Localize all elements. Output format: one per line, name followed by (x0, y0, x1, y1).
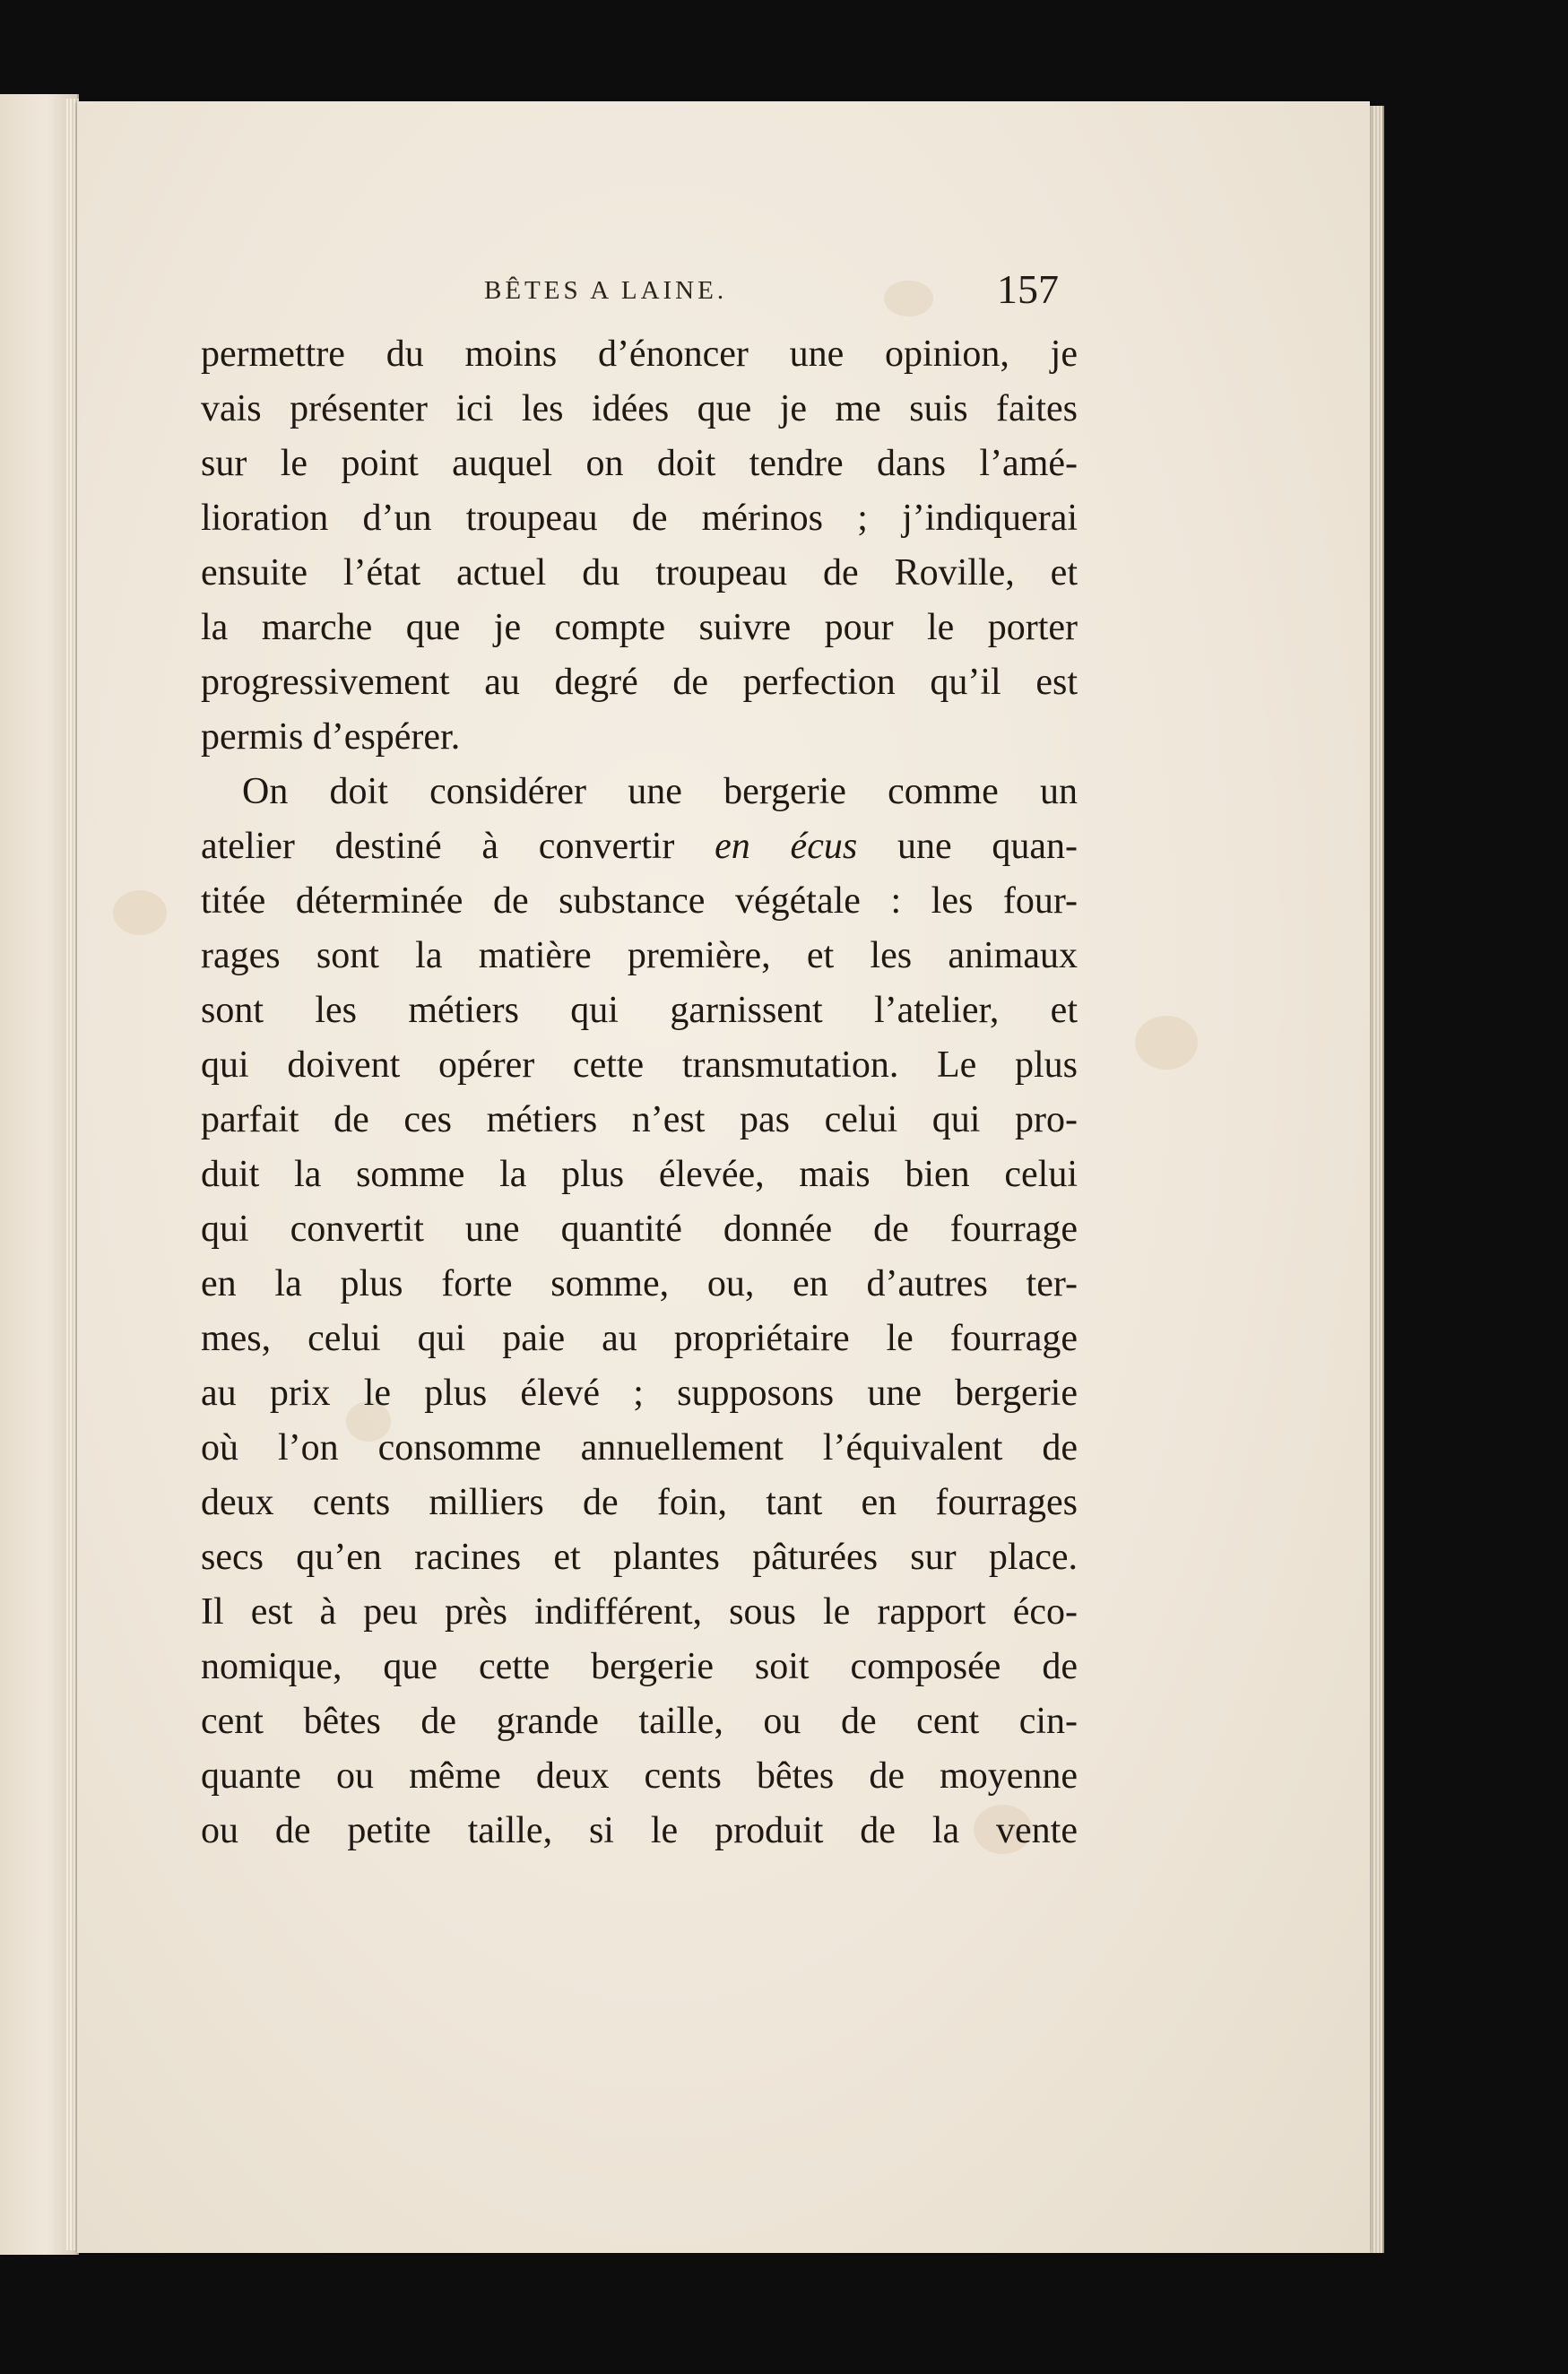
text-line: ensuite l’état actuel du troupeau de Roville, et (201, 552, 1078, 594)
text-line: ou de petite taille, si le produit de la vente (201, 1810, 1078, 1851)
text-line: rages sont la matière première, et les animaux (201, 935, 1078, 976)
body-text (201, 327, 1078, 1858)
text-line-with-italic (201, 819, 1078, 874)
foxing-stain (1135, 1016, 1198, 1070)
italic-phrase: en écus (715, 826, 858, 867)
text-line: la marche que je compte suivre pour le porter (201, 607, 1078, 648)
paragraph-start-line: On doit considérer une bergerie comme un (242, 771, 1078, 812)
text-line: vais présenter ici les idées que je me suis faites (201, 388, 1078, 429)
text-line: Il est à peu près indifférent, sous le rapport éco- (201, 1591, 1078, 1633)
text-line: qui doivent opérer cette transmutation. Le plus (201, 1044, 1078, 1086)
text-line: parfait de ces métiers n’est pas celui qui pro- (201, 1099, 1078, 1140)
text-line: au prix le plus élevé ; supposons une bergerie (201, 1373, 1078, 1414)
text-line: lioration d’un troupeau de mérinos ; j’indiquerai (201, 498, 1078, 539)
text-line: progressivement au degré de perfection qu’il est (201, 662, 1078, 703)
text-line: en la plus forte somme, ou, en d’autres ter- (201, 1263, 1078, 1304)
text-segment: atelier destiné à convertir (201, 826, 715, 867)
text-line: qui convertit une quantité donnée de fourrage (201, 1209, 1078, 1250)
text-line: quante ou même deux cents bêtes de moyenne (201, 1755, 1078, 1797)
page-number: 157 (997, 266, 1059, 312)
text-line: cent bêtes de grande taille, ou de cent cin- (201, 1701, 1078, 1742)
text-line: deux cents milliers de foin, tant en fourrages (201, 1482, 1078, 1523)
foxing-stain (884, 281, 933, 316)
text-line: sont les métiers qui garnissent l’atelier, et (201, 990, 1078, 1031)
text-line: nomique, que cette bergerie soit composée de (201, 1646, 1078, 1687)
text-segment: une quan- (857, 826, 1078, 867)
text-line: permettre du moins d’énoncer une opinion, je (201, 334, 1078, 375)
text-line: duit la somme la plus élevée, mais bien celui (201, 1154, 1078, 1195)
text-line: sur le point auquel on doit tendre dans l’amé- (201, 443, 1078, 484)
text-line: secs qu’en racines et plantes pâturées sur place. (201, 1537, 1078, 1578)
text-line: permis d’espérer. (201, 716, 461, 758)
text-line: mes, celui qui paie au propriétaire le fourrage (201, 1318, 1078, 1359)
text-line: où l’on consomme annuellement l’équivalent de (201, 1427, 1078, 1469)
text-line: titée déterminée de substance végétale : les four- (201, 880, 1078, 922)
foxing-stain (113, 890, 167, 935)
running-head: BÊTES A LAINE. (484, 276, 728, 305)
